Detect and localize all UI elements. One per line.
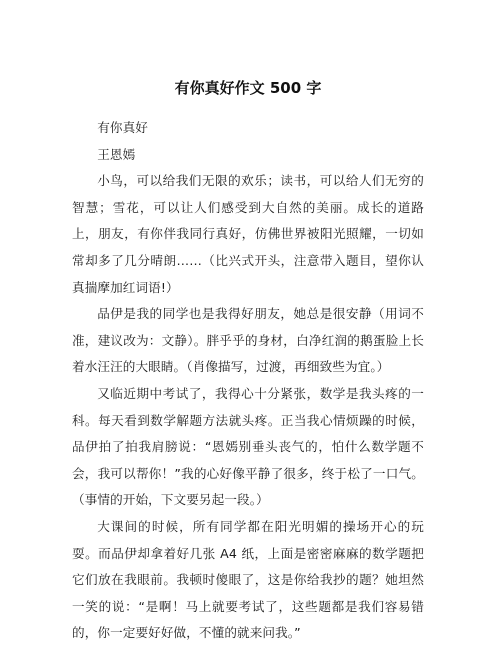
author-name: 王恩嫣 xyxy=(97,146,136,162)
paragraph-friend-description: 品伊是我的同学也是我得好朋友，她总是很安静（用词不准，建议改为：文静）。胖乎乎的身材，白净红润的鹅蛋脸上长着水汪汪的大眼睛。（肖像描写，过渡，再细致些为宜。） xyxy=(72,306,424,375)
document-body xyxy=(72,115,424,647)
paragraph-recess: 大课间的时候，所有同学都在阳光明媚的操场开心的玩耍。而品伊却拿着好几张 A4 纸，上面是密密麻麻的数学题把它们放在我眼前。我顿时傻眼了，这是你给我抄的题？她坦然一笑的说：“是啊！马上就要考试了，这些题都是我们容易错的，你一定要好好做，不懂的就来问我。” xyxy=(72,518,424,641)
document-title: 有你真好作文 500 字 xyxy=(174,79,322,97)
paragraph-intro: 小鸟，可以给我们无限的欢乐；读书，可以给人们无穷的智慧；雪花，可以让人们感受到大自然的美丽。成长的道路上，朋友，有你伴我同行真好，仿佛世界被阳光照耀，一切如常却多了几分晴朗……（比兴式开头，注意带入题目，望你认真揣摩加红词语!） xyxy=(72,173,424,295)
essay-heading: 有你真好 xyxy=(97,120,148,135)
paragraph-exam: 又临近期中考试了，我得心十分紧张，数学是我头疼的一科。每天看到数学解题方法就头疼。正当我心情烦躁的时候，品伊拍了拍我肩膀说：“恩嫣别垂头丧气的，怕什么数学题不会，我可以帮你！”我的心好像平静了很多，终于松了一口气。（事情的开始，下文要另起一段。） xyxy=(72,385,424,508)
